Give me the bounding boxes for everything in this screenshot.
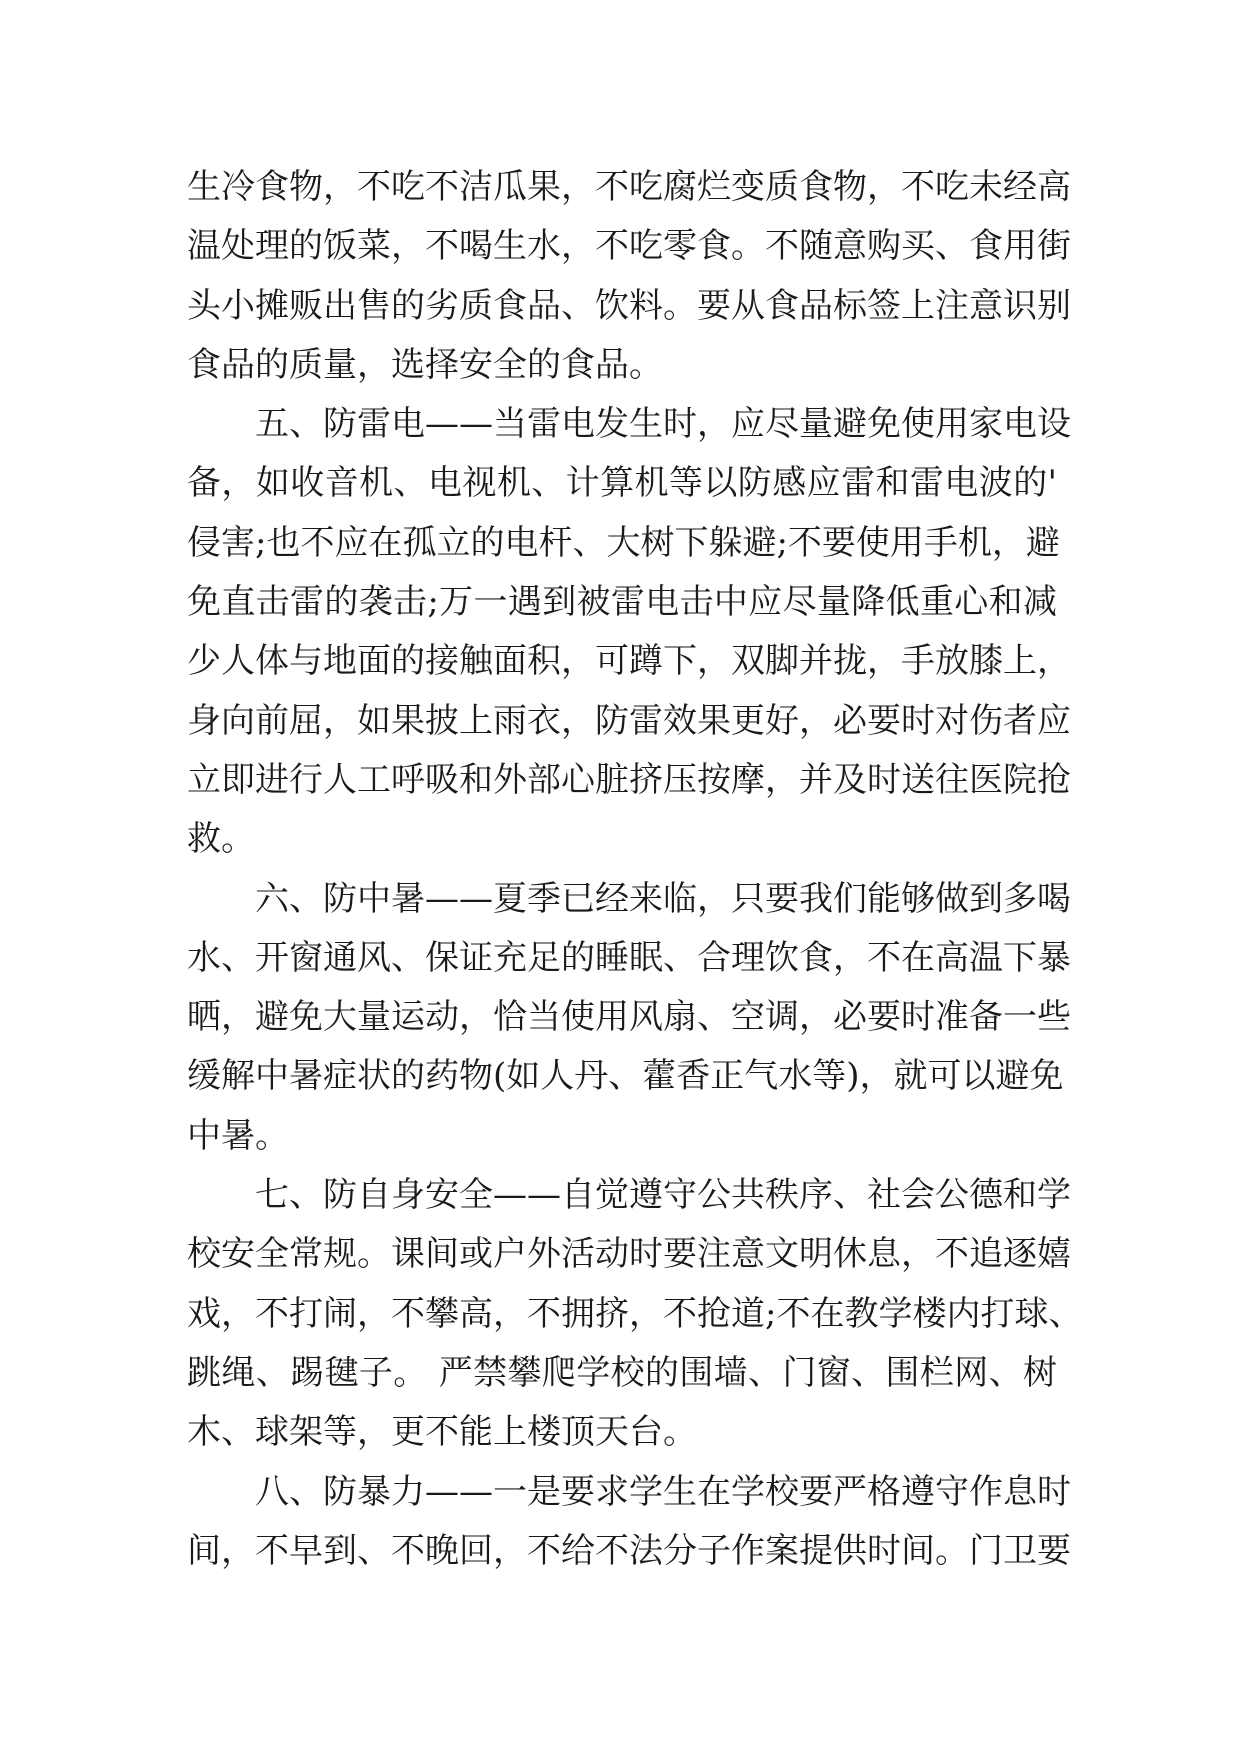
text-line: 水、开窗通风、保证充足的睡眠、合理饮食，不在高温下暴 — [187, 937, 1071, 978]
text-line: 生冷食物，不吃不洁瓜果，不吃腐烂变质食物，不吃未经高 — [187, 167, 1071, 207]
text-line: 校安全常规。课间或户外活动时要注意文明休息，不追逐嬉 — [187, 1234, 1071, 1275]
text-line: 侵害;也不应在孤立的电杆、大树下躲避;不要使用手机，避 — [187, 522, 1060, 563]
text-line: 间，不早到、不晚回，不给不法分子作案提供时间。门卫要 — [187, 1530, 1071, 1571]
text-line: 戏，不打闹，不攀高，不拥挤，不抢道;不在教学楼内打球、 — [187, 1293, 1083, 1334]
text-line: 八、防暴力——一是要求学生在学校要严格遵守作息时 — [255, 1471, 1071, 1512]
text-line: 温处理的饭菜，不喝生水，不吃零食。不随意购买、食用街 — [187, 226, 1071, 267]
document-body — [187, 158, 1083, 1581]
text-line: 头小摊贩出售的劣质食品、饮料。要从食品标签上注意识别 — [187, 285, 1071, 326]
text-line: 五、防雷电——当雷电发生时，应尽量避免使用家电设 — [255, 404, 1071, 445]
text-line: 中暑。 — [187, 1115, 289, 1156]
text-line: 七、防自身安全——自觉遵守公共秩序、社会公德和学 — [255, 1175, 1071, 1216]
text-line: 跳绳、踢毽子。 严禁攀爬学校的围墙、门窗、围栏网、树 — [187, 1352, 1057, 1393]
text-line: 木、球架等，更不能上楼顶天台。 — [187, 1412, 697, 1453]
text-line: 身向前屈，如果披上雨衣，防雷效果更好，必要时对伤者应 — [187, 700, 1071, 741]
text-line: 救。 — [187, 819, 255, 860]
text-line: 晒，避免大量运动，恰当使用风扇、空调，必要时准备一些 — [187, 997, 1071, 1038]
text-line: 缓解中暑症状的药物(如人丹、藿香正气水等)，就可以避免 — [187, 1056, 1064, 1097]
text-line: 立即进行人工呼吸和外部心脏挤压按摩，并及时送往医院抢 — [187, 759, 1071, 800]
text-line: 少人体与地面的接触面积，可蹲下，双脚并拢，手放膝上， — [187, 641, 1071, 682]
text-line: 食品的质量，选择安全的食品。 — [187, 344, 663, 385]
text-line: 六、防中暑——夏季已经来临，只要我们能够做到多喝 — [255, 878, 1071, 919]
text-line: 免直击雷的袭击;万一遇到被雷电击中应尽量降低重心和减 — [187, 582, 1057, 623]
text-line: 备，如收音机、电视机、计算机等以防感应雷和雷电波的' — [187, 463, 1057, 504]
